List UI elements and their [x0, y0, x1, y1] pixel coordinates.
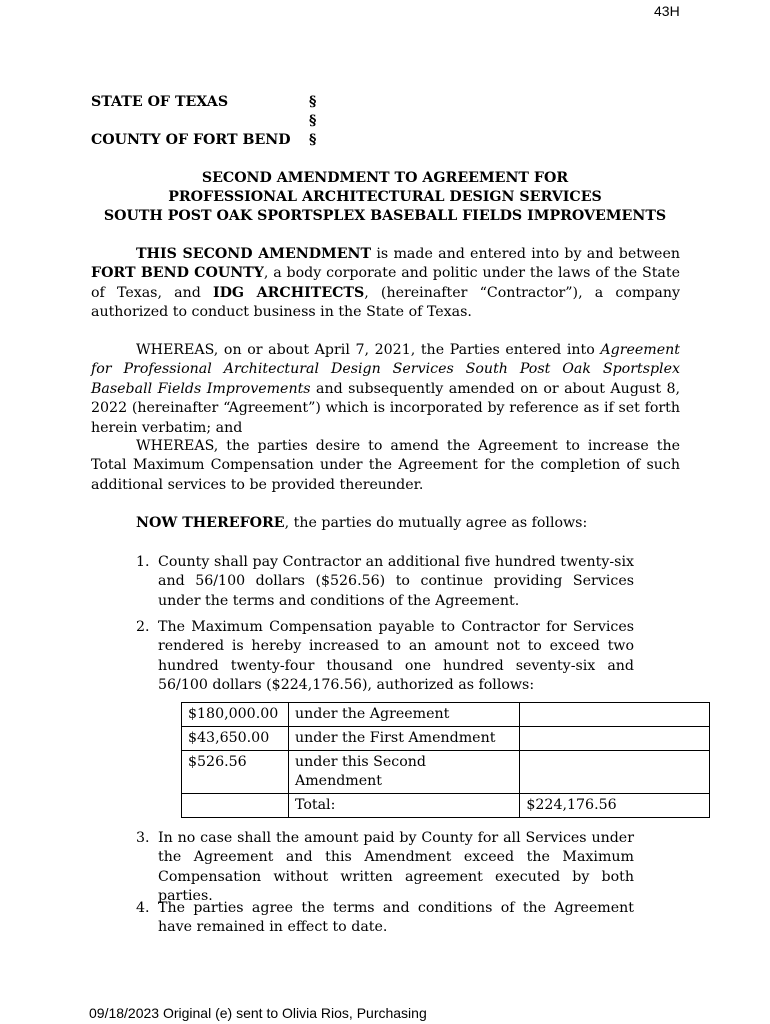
title-line-1: SECOND AMENDMENT TO AGREEMENT FOR: [201, 170, 569, 186]
list-item: [136, 899, 634, 938]
intro-text: , (hereinafter “Contractor”), a company authorized to conduct business in the State of Texas.: [91, 284, 681, 321]
table-cell: $43,650.00: [182, 727, 289, 751]
list-item: [136, 618, 634, 696]
intro-bold-county: FORT BEND COUNTY: [91, 265, 264, 282]
title-line-2: PROFESSIONAL ARCHITECTURAL DESIGN SERVICES: [168, 189, 602, 205]
state-label: STATE OF TEXAS: [91, 94, 229, 110]
whereas1-text: WHEREAS, on or about April 7, 2021, the Parties entered into: [136, 342, 601, 358]
table-cell: under the First Amendment: [288, 727, 519, 751]
list-text: The Maximum Compensation payable to Contractor for Services rendered is hereby increased to an amount not to exceed two hundred twenty-four thousand one hundred seventy-six and 56/100 dollars ($224,176.56), authorized as follows:: [158, 619, 634, 694]
now-therefore-text: , the parties do mutually agree as follows:: [284, 515, 588, 531]
now-therefore-bold: NOW THEREFORE: [136, 515, 285, 531]
table-cell: $180,000.00: [182, 703, 289, 727]
table-cell: $526.56: [182, 751, 289, 794]
intro-text: , a body corporate and politic under the laws of the State of Texas, and: [91, 265, 680, 301]
list-item: [136, 829, 634, 907]
table-cell: under this Second Amendment: [288, 751, 519, 794]
whereas-paragraph-1: [91, 341, 680, 438]
list-item: [136, 553, 634, 611]
county-label: COUNTY OF FORT BEND: [91, 132, 291, 148]
list-number: 3.: [136, 830, 150, 846]
table-row: [182, 727, 710, 751]
section-mark: §: [309, 132, 317, 148]
intro-paragraph: [91, 245, 680, 323]
intro-bold-contractor: IDG ARCHITECTS: [212, 284, 365, 301]
list-text: In no case shall the amount paid by County for all Services under the Agreement and this Amendment exceed the Maximum Compensation without written agreement executed by both parties.: [158, 830, 634, 905]
agreement-title: Agreement for Professional Architectural Design Services South Post Oak Sportsplex Baseball Fields Improvements: [91, 342, 680, 397]
table-cell: under the Agreement: [288, 703, 519, 727]
whereas-paragraph-2: [91, 437, 680, 495]
table-row: [182, 703, 710, 727]
now-therefore-paragraph: [91, 514, 680, 533]
footer-note: 09/18/2023 Original (e) sent to Olivia Rios, Purchasing: [89, 1005, 427, 1021]
list-number: 4.: [136, 900, 150, 916]
table-cell: [520, 751, 710, 794]
section-mark: §: [309, 94, 317, 110]
whereas2-text: WHEREAS, the parties desire to amend the Agreement to increase the Total Maximum Compensation under the Agreement for the completion of such additional services to be provided thereunder.: [91, 438, 680, 493]
table-cell: [520, 727, 710, 751]
table-cell: [520, 703, 710, 727]
whereas1-text: and subsequently amended on or about August 8, 2022 (hereinafter “Agreement”) which is incorporated by reference as if set forth herein verbatim; and: [91, 380, 680, 436]
intro-text: is made and entered into by and between: [371, 246, 680, 262]
list-number: 2.: [136, 619, 150, 635]
intro-bold-amendment: THIS SECOND AMENDMENT: [136, 246, 372, 262]
list-text: County shall pay Contractor an additional five hundred twenty-six and 56/100 dollars ($526.56) to continue providing Services under the terms and conditions of the Agreement.: [158, 554, 634, 609]
table-row: [182, 751, 710, 794]
document-code: 43H: [654, 3, 680, 19]
section-mark: §: [309, 113, 317, 129]
table-row: [182, 794, 710, 818]
title-line-3: SOUTH POST OAK SPORTSPLEX BASEBALL FIELDS IMPROVEMENTS: [103, 208, 667, 224]
list-text: The parties agree the terms and conditions of the Agreement have remained in effect to date.: [158, 900, 634, 936]
compensation-table: [181, 702, 710, 818]
table-cell: [182, 794, 289, 818]
list-number: 1.: [136, 554, 150, 570]
table-cell: $224,176.56: [520, 794, 710, 818]
table-cell: Total:: [288, 794, 519, 818]
